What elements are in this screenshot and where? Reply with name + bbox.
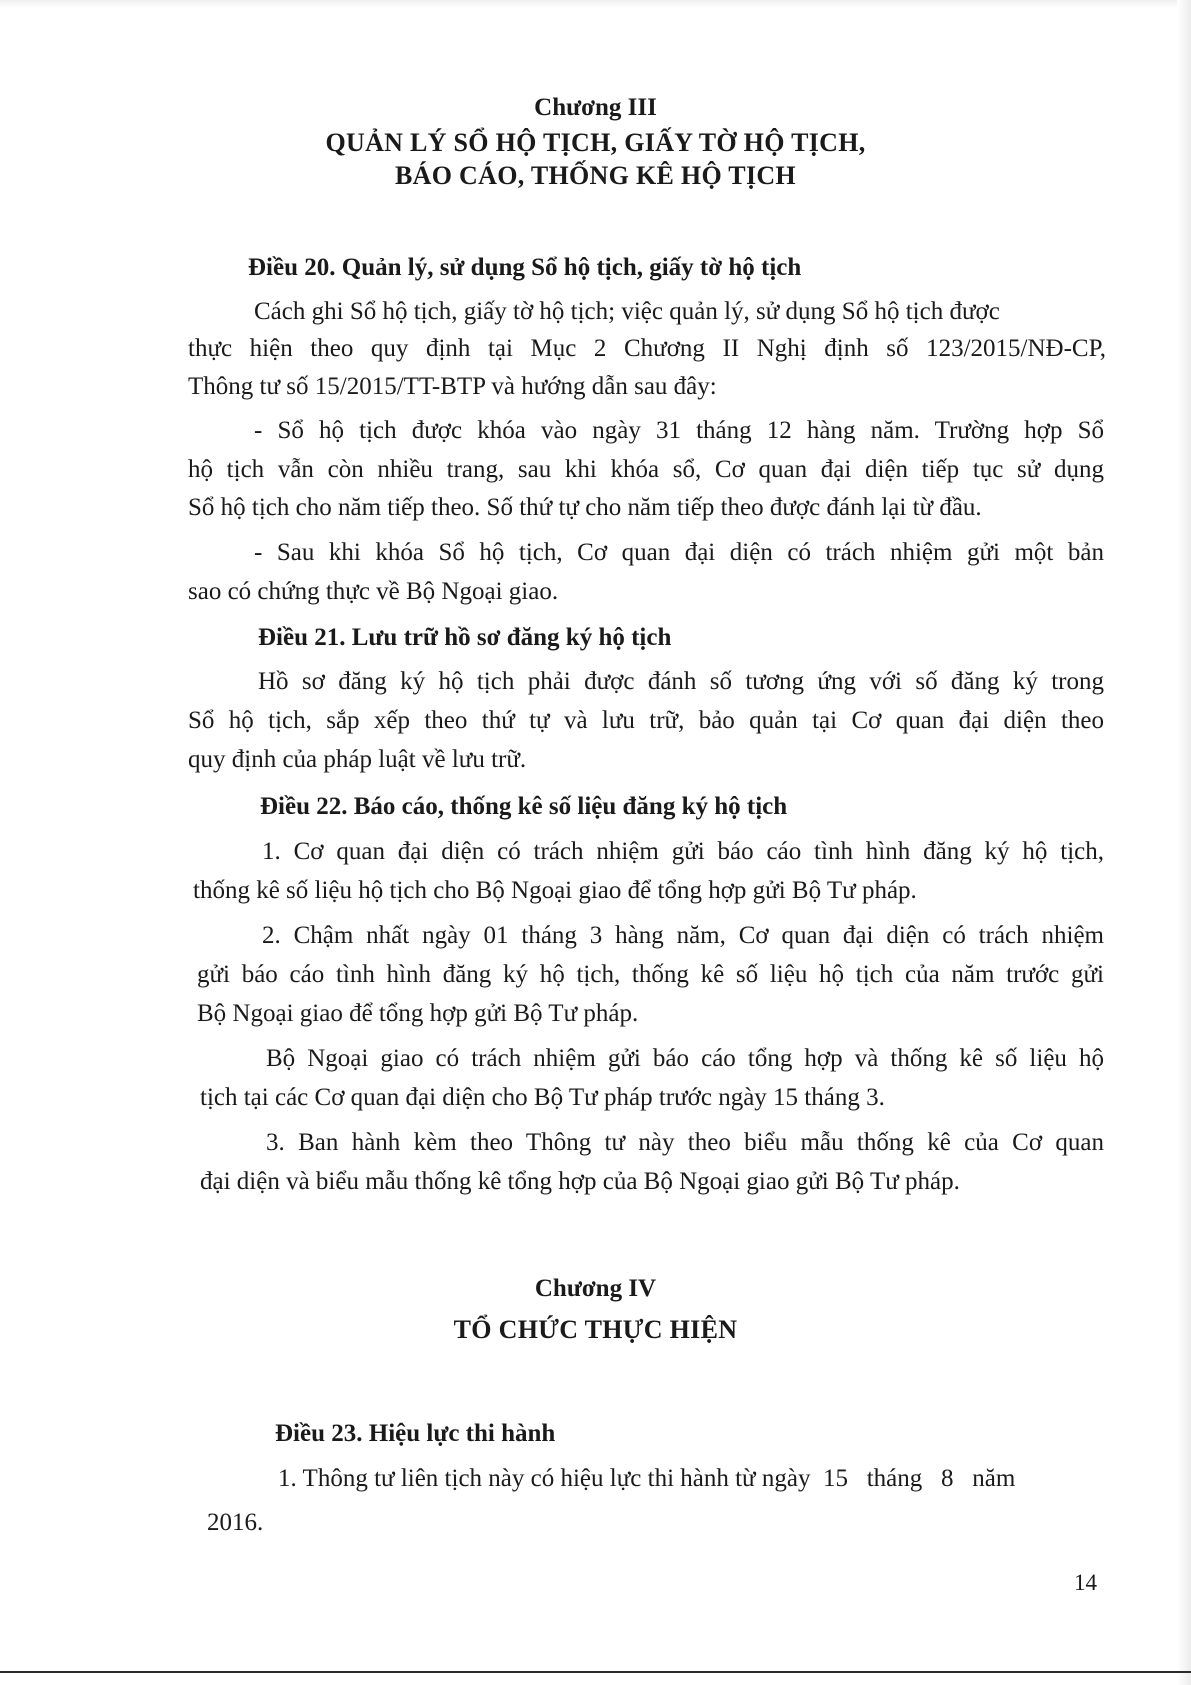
article21-line: Hồ sơ đăng ký hộ tịch phải được đánh số tương ứng với số đăng ký trong [258,668,1104,695]
chapter3-title-line1: QUẢN LÝ SỔ HỘ TỊCH, GIẤY TỜ HỘ TỊCH, [325,128,866,157]
article20-line: Thông tư số 15/2015/TT-BTP và hướng dẫn sau đây: [188,373,717,400]
article22-line: 2. Chậm nhất ngày 01 tháng 3 hàng năm, Cơ quan đại diện có trách nhiệm [262,922,1104,949]
article22-line: 1. Cơ quan đại diện có trách nhiệm gửi báo cáo tình hình đăng ký hộ tịch, [262,838,1104,865]
chapter4-label: Chương IV [534,1275,657,1302]
article20-line: - Sau khi khóa Sổ hộ tịch, Cơ quan đại diện có trách nhiệm gửi một bản [254,539,1104,566]
scan-edge-top [0,0,1191,8]
article23-line: 1. Thông tư liên tịch này có hiệu lực thi hành từ ngày 15 tháng 8 năm [278,1465,1016,1492]
article20-line: - Sổ hộ tịch được khóa vào ngày 31 tháng 12 hàng năm. Trường hợp Sổ [254,417,1104,444]
page-number: 14 [1074,1570,1097,1595]
chapter3-label: Chương III [534,94,657,121]
article20-heading: Điều 20. Quản lý, sử dụng Sổ hộ tịch, giấy tờ hộ tịch [248,254,802,281]
article21-line: Sổ hộ tịch, sắp xếp theo thứ tự và lưu trữ, bảo quản tại Cơ quan đại diện theo [188,707,1104,734]
article21-line: quy định của pháp luật về lưu trữ. [188,746,527,773]
article20-line: thực hiện theo quy định tại Mục 2 Chương II Nghị định số 123/2015/NĐ-CP, [188,335,1106,362]
article22-line: tịch tại các Cơ quan đại diện cho Bộ Tư pháp trước ngày 15 tháng 3. [200,1084,885,1111]
article22-line: thống kê số liệu hộ tịch cho Bộ Ngoại giao để tổng hợp gửi Bộ Tư pháp. [193,877,917,904]
article22-line: Bộ Ngoại giao có trách nhiệm gửi báo cáo tổng hợp và thống kê số liệu hộ [266,1045,1104,1072]
article20-line: Sổ hộ tịch cho năm tiếp theo. Số thứ tự cho năm tiếp theo được đánh lại từ đầu. [188,494,982,521]
chapter3-title-line2: BÁO CÁO, THỐNG KÊ HỘ TỊCH [395,161,796,190]
article22-line: Bộ Ngoại giao để tổng hợp gửi Bộ Tư pháp. [197,1000,639,1027]
page-bottom-rule [0,1671,1191,1673]
article21-heading: Điều 21. Lưu trữ hồ sơ đăng ký hộ tịch [258,624,672,651]
scan-edge-right [1177,0,1191,1685]
article23-line: 2016. [207,1509,264,1536]
article20-line: sao có chứng thực về Bộ Ngoại giao. [188,578,559,605]
article23-heading: Điều 23. Hiệu lực thi hành [275,1420,556,1447]
article22-line: 3. Ban hành kèm theo Thông tư này theo biểu mẫu thống kê của Cơ quan [266,1129,1104,1156]
chapter4-title: TỔ CHỨC THỰC HIỆN [453,1315,738,1344]
article22-line: đại diện và biểu mẫu thống kê tổng hợp của Bộ Ngoại giao gửi Bộ Tư pháp. [200,1168,960,1195]
article22-line: gửi báo cáo tình hình đăng ký hộ tịch, thống kê số liệu hộ tịch của năm trước gửi [197,961,1104,988]
article20-line: hộ tịch vẫn còn nhiều trang, sau khi khóa sổ, Cơ quan đại diện tiếp tục sử dụng [188,456,1104,483]
article22-heading: Điều 22. Báo cáo, thống kê số liệu đăng ký hộ tịch [260,793,788,820]
article20-line: Cách ghi Sổ hộ tịch, giấy tờ hộ tịch; việc quản lý, sử dụng Sổ hộ tịch được [254,298,1000,325]
